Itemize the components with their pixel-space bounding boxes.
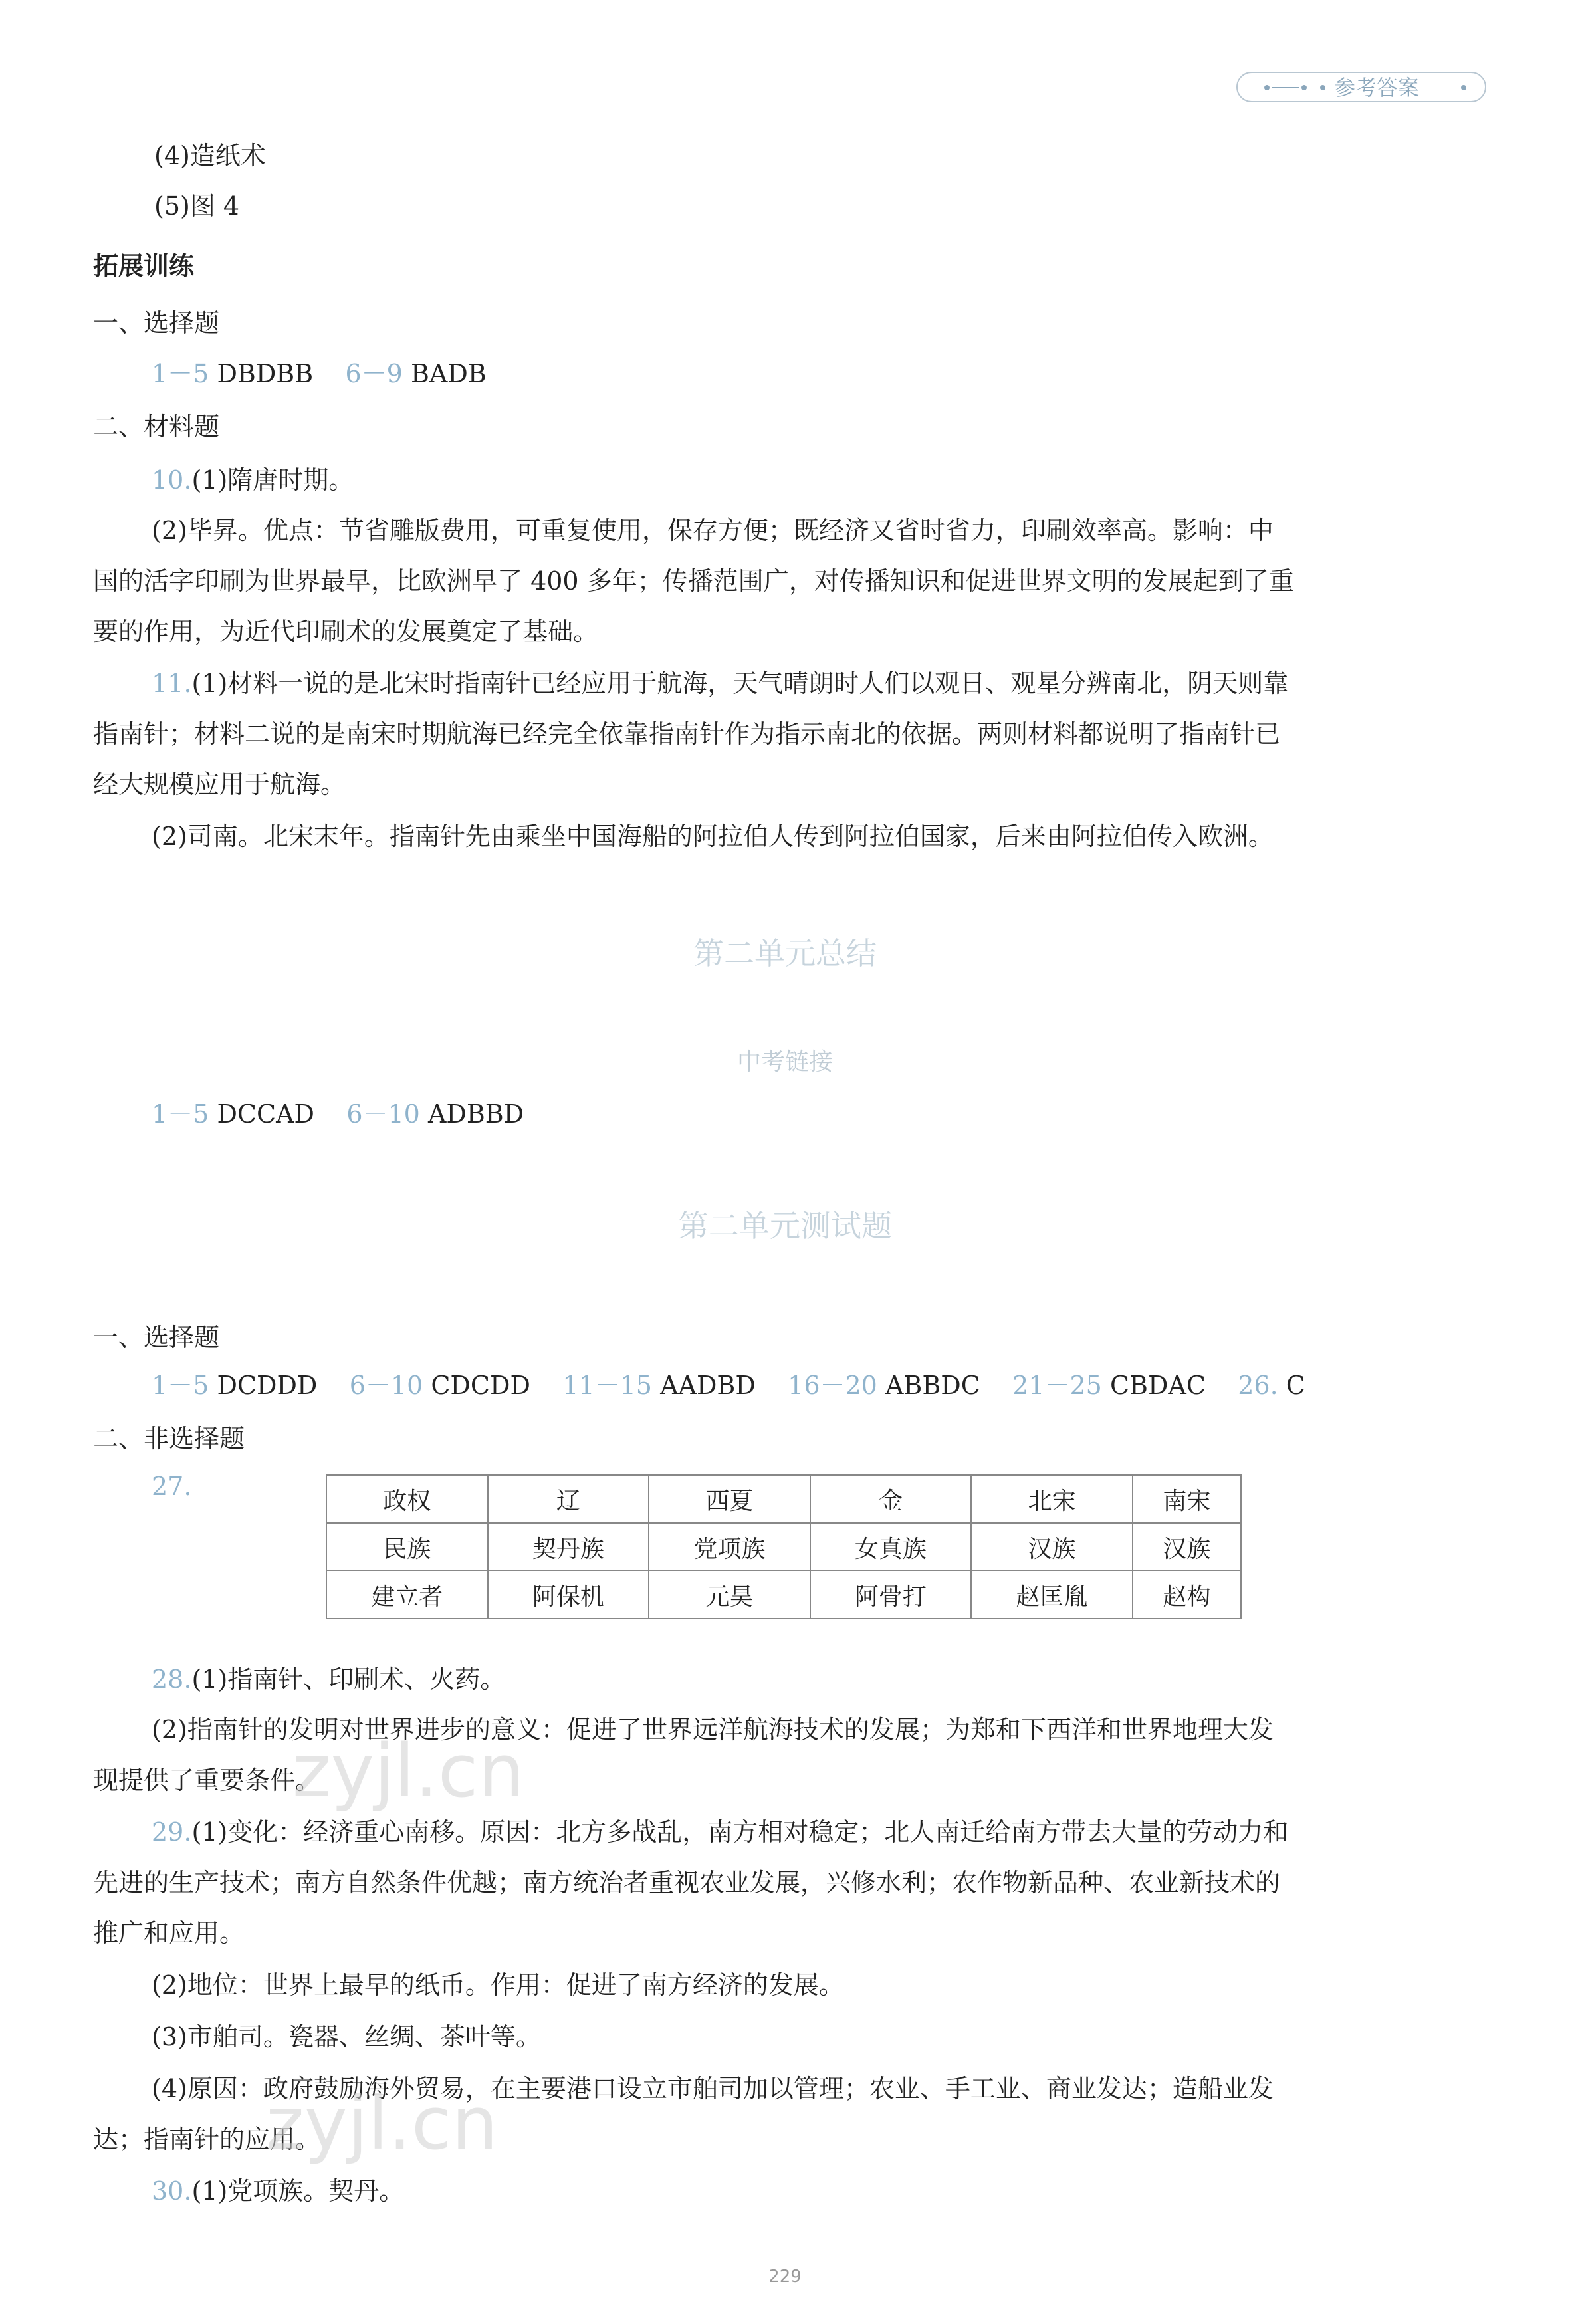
watermark: zyjl.cn [266, 2081, 499, 2166]
question-range: 1－5 [152, 1100, 209, 1129]
unit-summary-title: 第二单元总结 [693, 935, 877, 971]
table-cell: 汉族 [971, 1523, 1133, 1571]
answer-letters: DCDDD [217, 1371, 318, 1400]
table-row [326, 1475, 1241, 1523]
answer-line [152, 1663, 505, 1695]
choice-answers [152, 358, 487, 390]
table-cell: 元昊 [649, 1571, 810, 1619]
table-cell: 南宋 [1133, 1475, 1241, 1523]
exam-link-subtitle: 中考链接 [736, 1048, 833, 1076]
answer-line [152, 1816, 1288, 1848]
material-heading: 二、材料题 [93, 412, 220, 441]
answer-line: (2)指南针的发明对世界进步的意义：促进了世界远洋航海技术的发展；为郑和下西洋和世界地理大发 [152, 1715, 1274, 1744]
table-cell: 政权 [326, 1475, 488, 1523]
answer-line [152, 667, 1288, 699]
unit-test-title: 第二单元测试题 [678, 1208, 892, 1244]
question-range: 1－5 [152, 359, 209, 388]
table-cell: 党项族 [649, 1523, 810, 1571]
answer-line: 达；指南针的应用。 [93, 2125, 321, 2154]
question-number: 11. [152, 669, 192, 698]
answer-letters: ADBBD [427, 1100, 524, 1129]
question-number: 29. [152, 1817, 192, 1847]
table-row [326, 1571, 1241, 1619]
question-number: 28. [152, 1665, 192, 1694]
table-row [326, 1523, 1241, 1571]
answer-line [152, 2175, 404, 2207]
answer-letters: DBDBB [217, 359, 314, 388]
watermark: zyjl.cn [292, 1728, 525, 1813]
question-range: 11－15 [562, 1371, 652, 1400]
table-cell: 建立者 [326, 1571, 488, 1619]
question-number: 10. [152, 465, 192, 495]
table-cell: 阿保机 [488, 1571, 649, 1619]
answer-line: 经大规模应用于航海。 [93, 770, 346, 799]
answer-line: (3)市舶司。瓷器、丝绸、茶叶等。 [152, 2022, 541, 2051]
answer-letters: DCCAD [217, 1100, 314, 1129]
answer-letters: CBDAC [1109, 1371, 1206, 1400]
header-label: 参考答案 [1334, 75, 1420, 100]
answer-letters: AADBD [660, 1371, 756, 1400]
answer-line: 要的作用，为近代印刷术的发展奠定了基础。 [93, 617, 599, 646]
answer-text: (1)党项族。契丹。 [191, 2176, 405, 2206]
answer-line: (2)毕昇。优点：节省雕版费用，可重复使用，保存方便；既经济又省时省力，印刷效率高。影响：中 [152, 516, 1274, 545]
answer-text: (1)材料一说的是北宋时指南针已经应用于航海，天气晴朗时人们以观日、观星分辨南北，阴天则靠 [191, 669, 1289, 698]
table-cell: 阿骨打 [810, 1571, 972, 1619]
table-cell: 汉族 [1133, 1523, 1241, 1571]
choice-answers [152, 1098, 524, 1130]
question-range: 6－10 [349, 1371, 423, 1400]
nonchoice-heading: 二、非选择题 [93, 1424, 245, 1453]
answer-letters: BADB [410, 359, 487, 388]
table-cell: 西夏 [649, 1475, 810, 1523]
question-range: 16－20 [788, 1371, 877, 1400]
question-range: 21－25 [1012, 1371, 1102, 1400]
answer-line: 推广和应用。 [93, 1918, 245, 1948]
table-cell: 契丹族 [488, 1523, 649, 1571]
answer-line: (4)造纸术 [154, 141, 266, 170]
answer-line: (2)司南。北宋末年。指南针先由乘坐中国海船的阿拉伯人传到阿拉伯国家，后来由阿拉伯传入欧洲。 [152, 822, 1274, 851]
page-number: 229 [768, 2267, 802, 2287]
question-range: 26. [1238, 1371, 1278, 1400]
dot-icon [1320, 85, 1325, 90]
dynasty-table [326, 1474, 1242, 1619]
choice-answers [152, 1369, 1305, 1401]
table-cell: 辽 [488, 1475, 649, 1523]
table-cell: 金 [810, 1475, 972, 1523]
answer-letters: C [1286, 1371, 1305, 1400]
table-cell: 民族 [326, 1523, 488, 1571]
table-cell: 女真族 [810, 1523, 972, 1571]
answer-line: (4)原因：政府鼓励海外贸易，在主要港口设立市舶司加以管理；农业、手工业、商业发达；造船业发 [152, 2074, 1274, 2103]
section-heading: 拓展训练 [93, 251, 195, 281]
choice-heading: 一、选择题 [93, 308, 220, 338]
answer-letters: ABBDC [885, 1371, 980, 1400]
question-number: 27. [152, 1472, 192, 1501]
answer-line: 国的活字印刷为世界最早，比欧洲早了 400 多年；传播范围广，对传播知识和促进世界文明的发展起到了重 [93, 566, 1294, 596]
dot-icon [1264, 85, 1270, 90]
answer-letters: CDCDD [431, 1371, 530, 1400]
answer-line: 现提供了重要条件。 [93, 1766, 321, 1795]
answer-text: (1)指南针、印刷术、火药。 [191, 1665, 506, 1694]
answer-line: 指南针；材料二说的是南宋时期航海已经完全依靠指南针作为指示南北的依据。两则材料都说明了指南针已 [93, 719, 1281, 749]
table-cell: 赵匡胤 [971, 1571, 1133, 1619]
question-range: 6－10 [346, 1100, 420, 1129]
dot-icon [1301, 85, 1307, 90]
question-number: 30. [152, 2176, 192, 2206]
question-range: 1－5 [152, 1371, 209, 1400]
table-cell: 北宋 [971, 1475, 1133, 1523]
answer-line: (5)图 4 [154, 191, 240, 221]
choice-heading: 一、选择题 [93, 1323, 220, 1352]
answer-line: (2)地位：世界上最早的纸币。作用：促进了南方经济的发展。 [152, 1970, 844, 2000]
answer-line [152, 464, 354, 496]
dot-icon [1461, 85, 1466, 90]
answer-text: (1)变化：经济重心南移。原因：北方多战乱，南方相对稳定；北人南迁给南方带去大量的劳动力和 [191, 1817, 1289, 1847]
question-range: 6－9 [345, 359, 403, 388]
header-badge [1236, 72, 1486, 102]
answer-text: (1)隋唐时期。 [191, 465, 354, 495]
divider [1272, 87, 1299, 88]
table-cell: 赵构 [1133, 1571, 1241, 1619]
answer-line: 先进的生产技术；南方自然条件优越；南方统治者重视农业发展，兴修水利；农作物新品种、农业新技术的 [93, 1868, 1281, 1897]
